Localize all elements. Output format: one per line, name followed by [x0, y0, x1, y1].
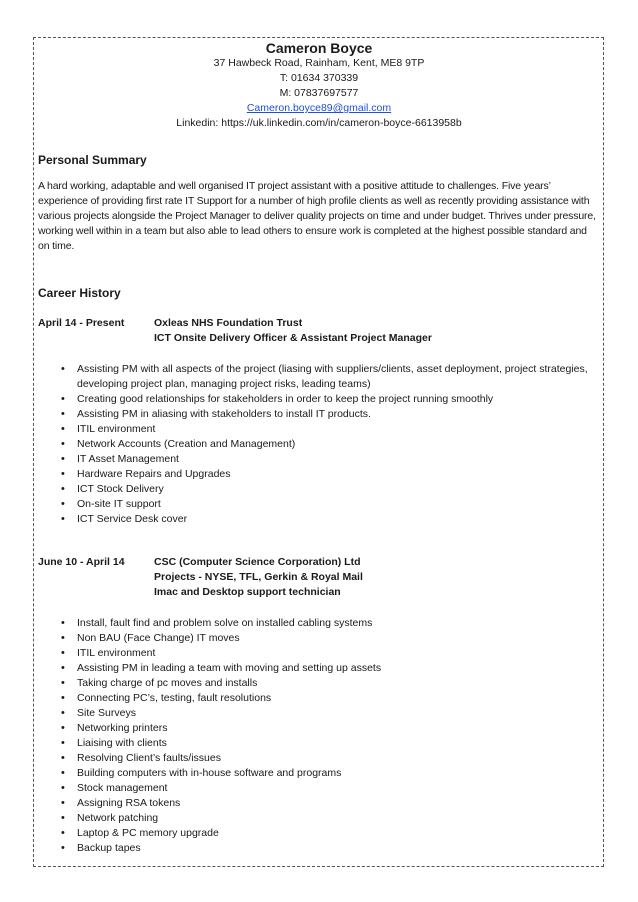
- list-item: • IT Asset Management: [77, 452, 600, 467]
- list-item: • ICT Service Desk cover: [77, 512, 600, 527]
- list-item: • Assisting PM with all aspects of the project (liasing with suppliers/clients, asset deployment, project strategies, developing project plan, managing project risks, leading teams): [77, 362, 600, 392]
- list-item: • ITIL environment: [77, 646, 600, 661]
- list-item: • Liaising with clients: [77, 736, 600, 751]
- job-role: ICT Onsite Delivery Officer & Assistant Project Manager: [154, 332, 432, 344]
- list-item: • Hardware Repairs and Upgrades: [77, 467, 600, 482]
- personal-summary-heading: Personal Summary: [38, 153, 147, 167]
- personal-summary-text: A hard working, adaptable and well organised IT project assistant with a positive attitude to challenges. Five years’ experience of providing first rate IT Support for a number of high profile clients as well as recently providing assistance with various projects alongside the Project Manager to deliver quality projects on time and under budget. Thrives under pressure, working well within in a team but also able to lead others to ensure work is completed at the highest possible standard and on time.: [38, 180, 596, 252]
- job-duties: [38, 616, 600, 856]
- job-role: Imac and Desktop support technician: [154, 586, 341, 598]
- list-item: • Laptop & PC memory upgrade: [77, 826, 600, 841]
- job-employer: Oxleas NHS Foundation Trust: [154, 317, 303, 329]
- job-dates: June 10 - April 14: [38, 556, 125, 568]
- list-item: • Assisting PM in leading a team with moving and setting up assets: [77, 661, 600, 676]
- list-item: • Network Accounts (Creation and Management): [77, 437, 600, 452]
- candidate-name: Cameron Boyce: [265, 40, 373, 56]
- job-projects: Projects - NYSE, TFL, Gerkin & Royal Mail: [154, 571, 363, 583]
- list-item: • ICT Stock Delivery: [77, 482, 600, 497]
- job-oxleas: [38, 316, 600, 527]
- list-item: • Install, fault find and problem solve on installed cabling systems: [77, 616, 600, 631]
- list-item: • Connecting PC’s, testing, fault resolutions: [77, 691, 600, 706]
- job-dates: April 14 - Present: [38, 317, 125, 329]
- email-link[interactable]: Cameron.boyce89@gmail.com: [246, 102, 392, 114]
- cv-document: [38, 40, 600, 856]
- list-item: • Networking printers: [77, 721, 600, 736]
- list-item: • Creating good relationships for stakeholders in order to keep the project running smoothly: [77, 392, 600, 407]
- list-item: • Non BAU (Face Change) IT moves: [77, 631, 600, 646]
- address: 37 Hawbeck Road, Rainham, Kent, ME8 9TP: [213, 57, 425, 69]
- linkedin: Linkedin: https://uk.linkedin.com/in/cameron-boyce-6613958b: [176, 117, 462, 129]
- mobile: M: 07837697577: [279, 87, 359, 99]
- job-csc: [38, 555, 600, 856]
- list-item: • Network patching: [77, 811, 600, 826]
- job-duties: [38, 362, 600, 527]
- list-item: • Taking charge of pc moves and installs: [77, 676, 600, 691]
- list-item: • ITIL environment: [77, 422, 600, 437]
- cv-header: [38, 40, 600, 131]
- list-item: • Stock management: [77, 781, 600, 796]
- list-item: • Assisting PM in aliasing with stakeholders to install IT products.: [77, 407, 600, 422]
- job-employer: CSC (Computer Science Corporation) Ltd: [154, 556, 361, 568]
- list-item: • Backup tapes: [77, 841, 600, 856]
- list-item: • Resolving Client’s faults/issues: [77, 751, 600, 766]
- list-item: • Building computers with in-house software and programs: [77, 766, 600, 781]
- list-item: • On-site IT support: [77, 497, 600, 512]
- telephone: T: 01634 370339: [279, 72, 359, 84]
- list-item: • Assigning RSA tokens: [77, 796, 600, 811]
- career-history-heading: Career History: [38, 286, 121, 300]
- list-item: • Site Surveys: [77, 706, 600, 721]
